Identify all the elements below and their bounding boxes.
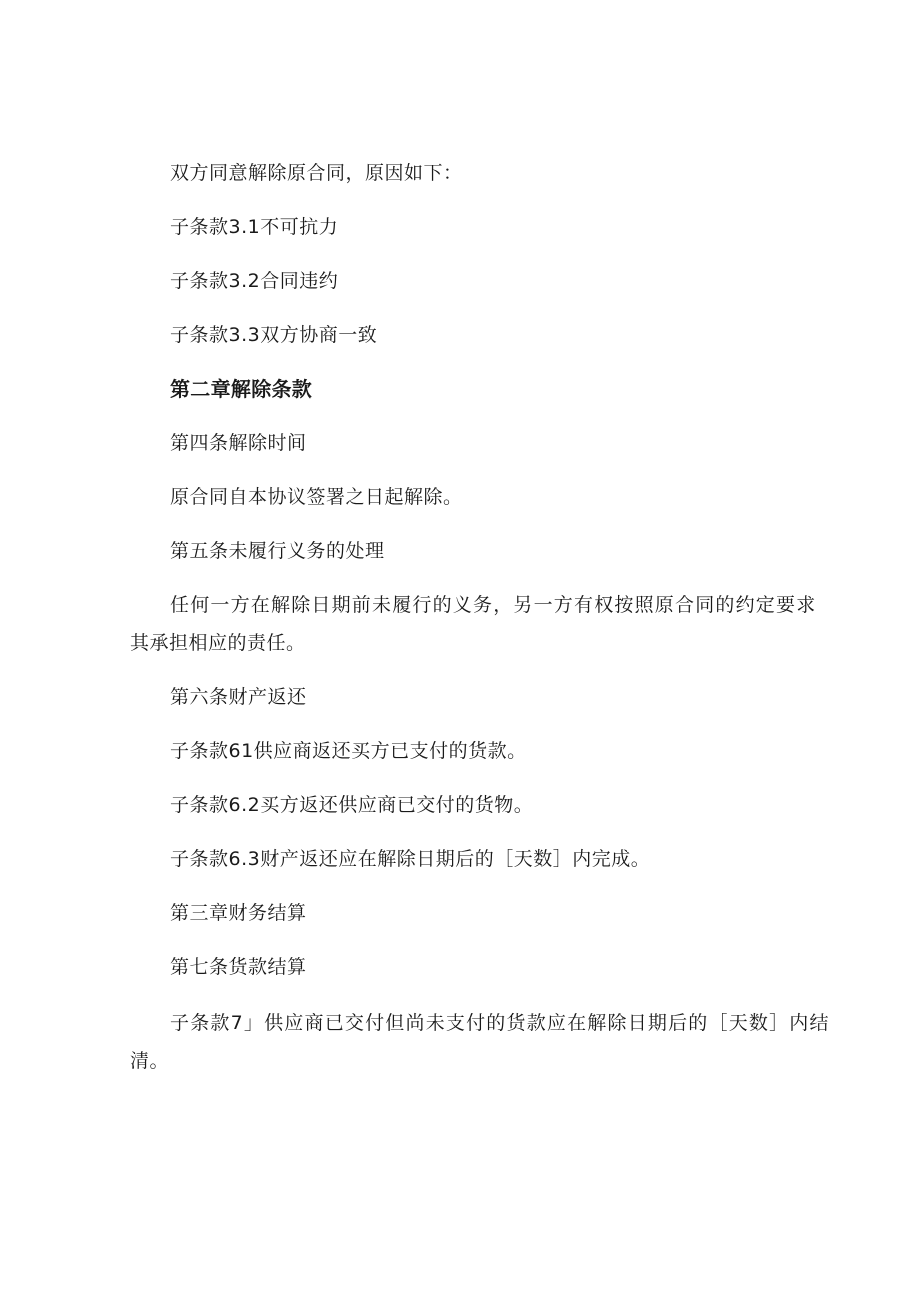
clause-3-3: 子条款3.3双方协商一致 bbox=[170, 324, 378, 346]
article-4-text: 原合同自本协议签署之日起解除。 bbox=[170, 486, 463, 508]
clause-7-1-line-1: 子条款7」供应商已交付但尚未支付的货款应在解除日期后的［天数］内结 bbox=[170, 1012, 830, 1034]
clause-6-2: 子条款6.2买方返还供应商已交付的货物。 bbox=[170, 794, 534, 816]
article-4-title: 第四条解除时间 bbox=[170, 432, 307, 454]
article-7-title: 第七条货款结算 bbox=[170, 956, 307, 978]
article-6-title: 第六条财产返还 bbox=[170, 686, 307, 708]
article-5-text-line-2: 其承担相应的责任。 bbox=[130, 632, 306, 654]
clause-7-1-line-2: 清。 bbox=[130, 1050, 170, 1072]
intro-paragraph: 双方同意解除原合同，原因如下： bbox=[170, 162, 463, 184]
article-5-title: 第五条未履行义务的处理 bbox=[170, 540, 385, 562]
article-5-text-line-1: 任何一方在解除日期前未履行的义务，另一方有权按照原合同的约定要求 bbox=[170, 594, 817, 616]
chapter-2-heading: 第二章解除条款 bbox=[170, 377, 313, 401]
clause-3-2: 子条款3.2合同违约 bbox=[170, 270, 339, 292]
clause-6-3: 子条款6.3财产返还应在解除日期后的［天数］内完成。 bbox=[170, 848, 651, 870]
clause-3-1: 子条款3.1不可抗力 bbox=[170, 216, 339, 238]
clause-6-1: 子条款61供应商返还买方已支付的货款。 bbox=[170, 740, 527, 762]
chapter-3-heading: 第三章财务结算 bbox=[170, 902, 307, 924]
